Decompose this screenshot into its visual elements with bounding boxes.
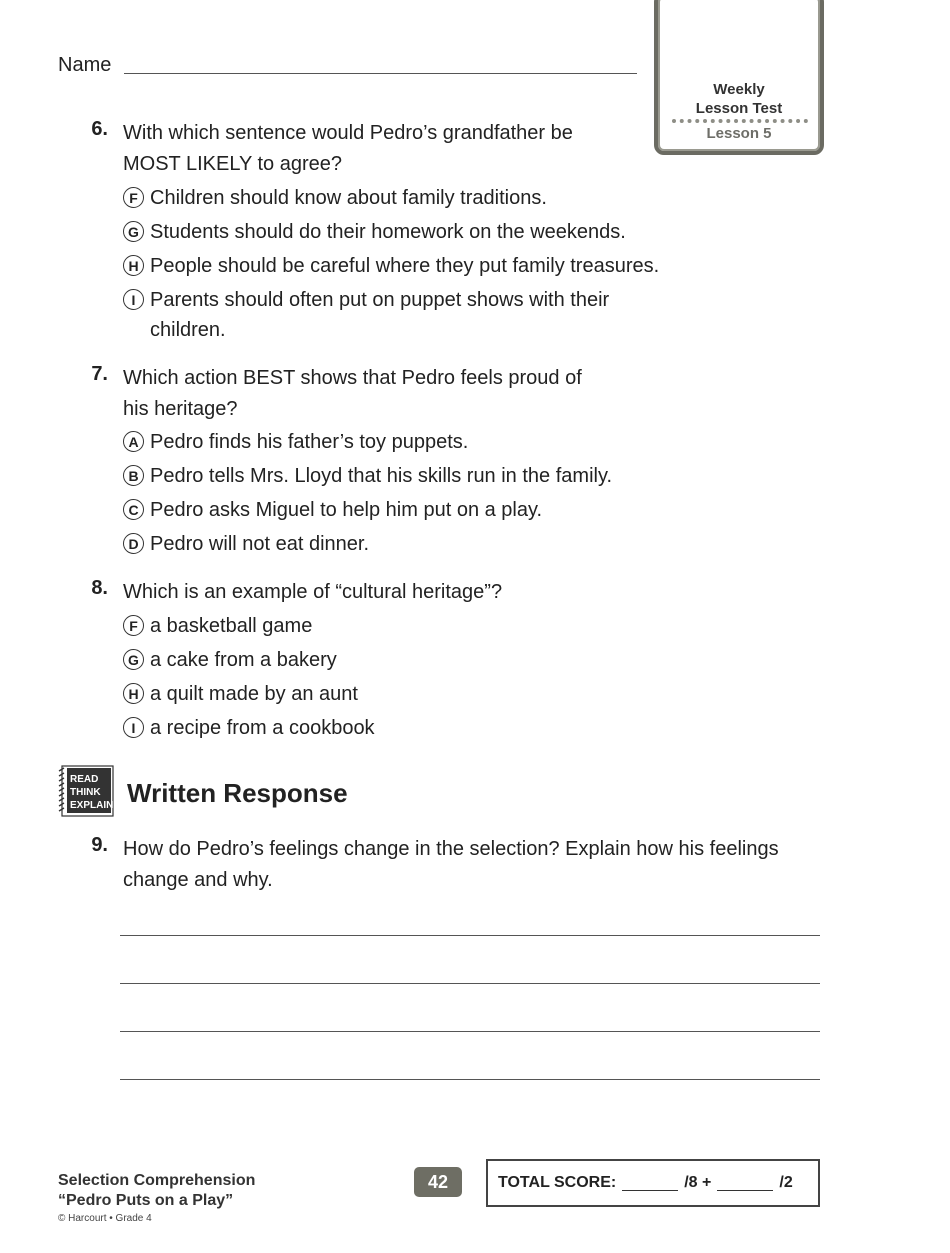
option-h[interactable]: H a quilt made by an aunt: [123, 679, 703, 713]
options-8: [123, 611, 703, 747]
option-g[interactable]: G a cake from a bakery: [123, 645, 703, 679]
answer-bubble[interactable]: C: [123, 499, 144, 520]
question-text: With which sentence would Pedro’s grandfather be MOST LIKELY to agree?: [123, 122, 573, 175]
question-number: 9.: [91, 834, 108, 856]
answer-bubble[interactable]: D: [123, 533, 144, 554]
option-i[interactable]: I a recipe from a cookbook: [123, 713, 703, 747]
option-b[interactable]: B Pedro tells Mrs. Lloyd that his skills run in the family.: [123, 461, 703, 495]
name-label: Name: [58, 54, 112, 76]
badge-divider: [672, 119, 808, 123]
response-line[interactable]: [120, 1079, 820, 1080]
answer-bubble[interactable]: F: [123, 615, 144, 636]
total-score-box: [486, 1159, 820, 1207]
read-think-explain-icon: [58, 765, 114, 817]
answer-bubble[interactable]: I: [123, 717, 144, 738]
icon-read: READ: [70, 774, 99, 785]
badge-lesson: Lesson 5: [706, 125, 772, 142]
response-line[interactable]: [120, 983, 820, 984]
option-i[interactable]: I Parents should often put on puppet shows with their children.: [123, 285, 643, 345]
icon-explain: EXPLAIN: [70, 800, 114, 811]
score-part1: /8 +: [684, 1174, 712, 1191]
score-blank-2[interactable]: [717, 1176, 773, 1191]
name-field[interactable]: [124, 73, 637, 74]
score-label: TOTAL SCORE:: [498, 1174, 617, 1191]
option-h[interactable]: H People should be careful where they put family treasures.: [123, 251, 703, 285]
icon-think: THINK: [70, 787, 101, 798]
badge-title: Weekly Lesson Test: [695, 81, 783, 117]
option-c[interactable]: C Pedro asks Miguel to help him put on a play.: [123, 495, 703, 529]
answer-bubble[interactable]: G: [123, 649, 144, 670]
option-d[interactable]: D Pedro will not eat dinner.: [123, 529, 703, 563]
answer-bubble[interactable]: G: [123, 221, 144, 242]
question-text: Which is an example of “cultural heritage”?: [123, 581, 503, 603]
answer-bubble[interactable]: B: [123, 465, 144, 486]
footer-title: Selection Comprehension “Pedro Puts on a Play”: [58, 1172, 256, 1209]
question-text: Which action BEST shows that Pedro feels proud of his heritage?: [123, 367, 582, 420]
answer-bubble[interactable]: H: [123, 683, 144, 704]
answer-bubble[interactable]: I: [123, 289, 144, 310]
question-number: 6.: [91, 118, 108, 140]
page-number: 42: [414, 1167, 462, 1197]
score-blank-1[interactable]: [622, 1176, 678, 1191]
question-text: How do Pedro’s feelings change in the selection? Explain how his feelings change and why.: [123, 838, 779, 891]
question-number: 8.: [91, 577, 108, 599]
answer-bubble[interactable]: A: [123, 431, 144, 452]
answer-bubble[interactable]: F: [123, 187, 144, 208]
score-part2: /2: [779, 1174, 793, 1191]
question-number: 7.: [91, 363, 108, 385]
response-line[interactable]: [120, 935, 820, 936]
written-response-title: Written Response: [127, 778, 348, 808]
options-6: [123, 183, 703, 345]
option-a[interactable]: A Pedro finds his father’s toy puppets.: [123, 427, 703, 461]
option-g[interactable]: G Students should do their homework on the weekends.: [123, 217, 703, 251]
response-line[interactable]: [120, 1031, 820, 1032]
option-f[interactable]: F Children should know about family traditions.: [123, 183, 703, 217]
options-7: [123, 427, 703, 563]
answer-bubble[interactable]: H: [123, 255, 144, 276]
option-f[interactable]: F a basketball game: [123, 611, 703, 645]
copyright: © Harcourt • Grade 4: [58, 1213, 152, 1224]
